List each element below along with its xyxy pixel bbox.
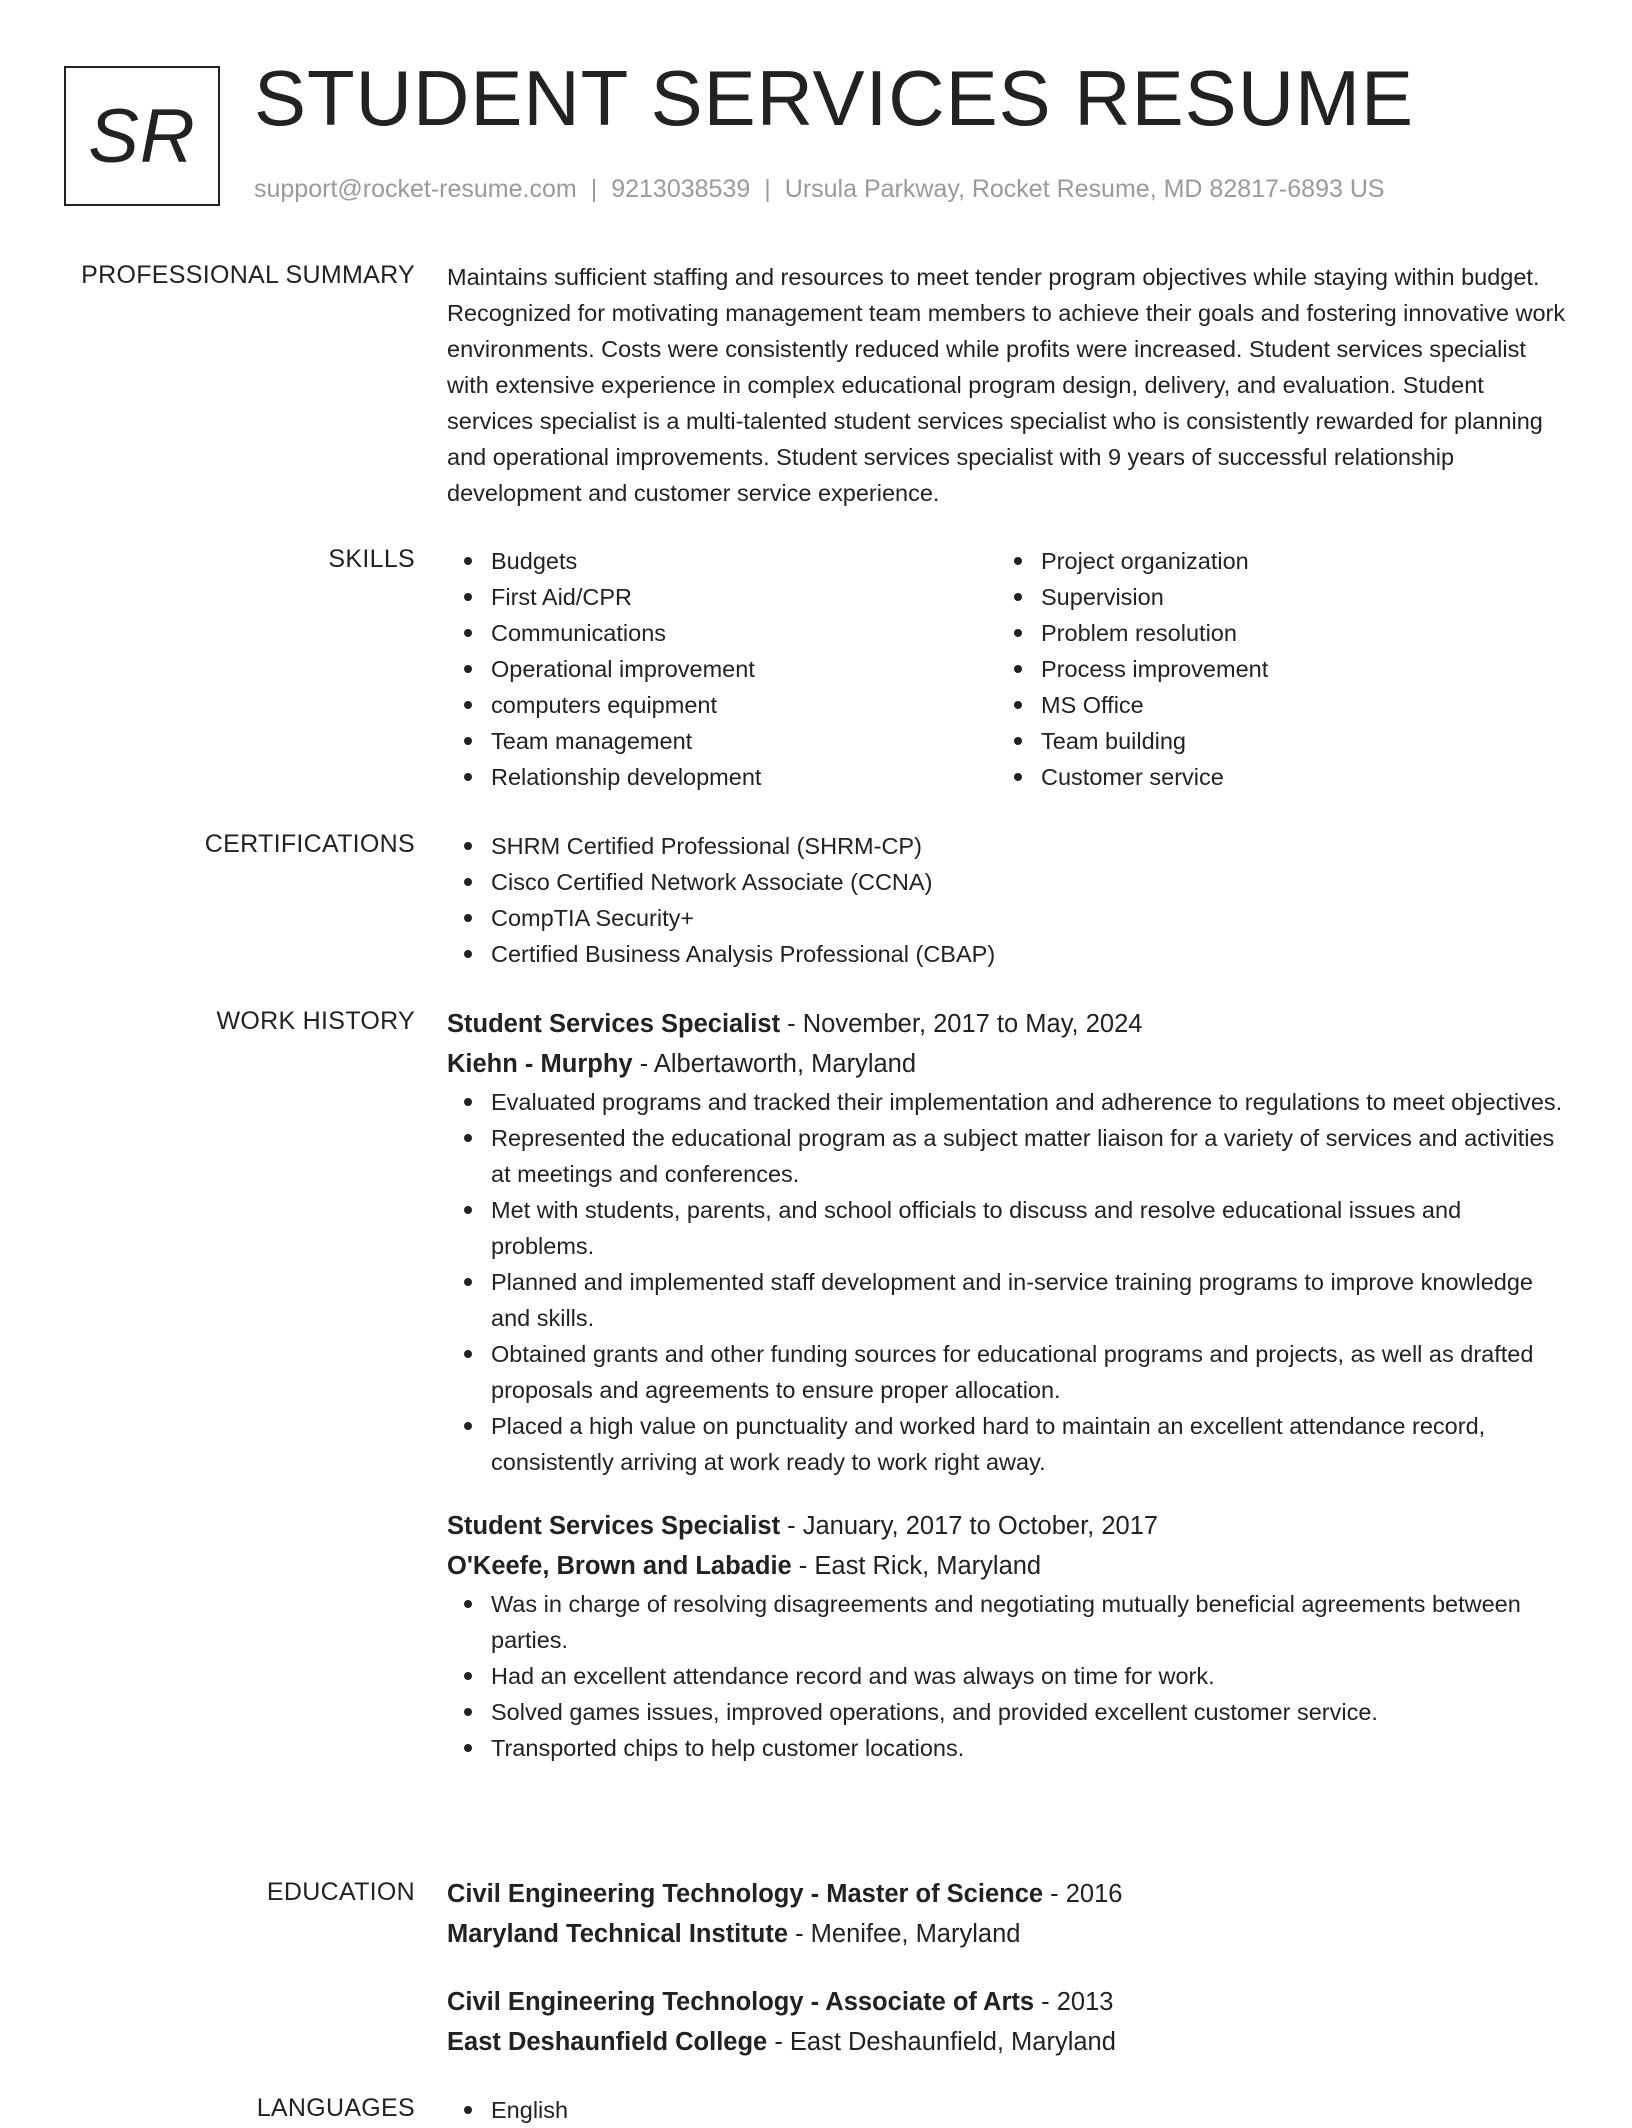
- education-school: Maryland Technical Institute: [447, 1920, 789, 1948]
- job-duty-item: Planned and implemented staff development and in-service training programs to improve knowledge and skills.: [447, 1264, 1567, 1336]
- job-duty-item: Placed a high value on punctuality and worked hard to maintain an excellent attendance record, consistently arriving at work ready to work right away.: [447, 1408, 1567, 1480]
- education-heading: EDUCATION: [266, 1878, 415, 1906]
- work-history-heading: WORK HISTORY: [216, 1007, 415, 1035]
- summary-section: [447, 259, 1567, 511]
- skills-heading: SKILLS: [328, 545, 415, 573]
- education-year: - 2016: [1043, 1880, 1123, 1908]
- summary-heading: PROFESSIONAL SUMMARY: [81, 261, 415, 289]
- certification-item: Cisco Certified Network Associate (CCNA): [447, 864, 1567, 900]
- education-entry: [447, 1982, 1567, 2062]
- certifications-section: [447, 828, 1567, 972]
- job-duty-item: Obtained grants and other funding sources for educational programs and projects, as well as drafted proposals and agreements to ensure proper allocation.: [447, 1336, 1567, 1408]
- education-degree-line: [447, 1982, 1567, 2022]
- certification-item: SHRM Certified Professional (SHRM-CP): [447, 828, 1567, 864]
- education-entry: [447, 1874, 1567, 1954]
- skill-item: Relationship development: [447, 759, 997, 795]
- education-school-line: [447, 1914, 1567, 1954]
- languages-section: [447, 2092, 1567, 2128]
- job-company: O'Keefe, Brown and Labadie: [447, 1552, 792, 1580]
- skill-item: Operational improvement: [447, 651, 997, 687]
- job-dates: - November, 2017 to May, 2024: [780, 1010, 1143, 1038]
- monogram-logo: SR: [64, 66, 220, 206]
- certification-item: Certified Business Analysis Professional (CBAP): [447, 936, 1567, 972]
- education-degree: Civil Engineering Technology - Master of Science: [447, 1880, 1044, 1908]
- contact-separator: |: [764, 175, 771, 203]
- contact-email: support@rocket-resume.com: [254, 175, 577, 203]
- skills-section: [447, 543, 1567, 795]
- job-title-line: [447, 1004, 1567, 1044]
- job-duty-item: Had an excellent attendance record and was always on time for work.: [447, 1658, 1567, 1694]
- job-dates: - January, 2017 to October, 2017: [780, 1512, 1159, 1540]
- job-title: Student Services Specialist: [447, 1010, 781, 1038]
- skill-item: Budgets: [447, 543, 997, 579]
- page-title: STUDENT SERVICES RESUME: [254, 54, 1415, 142]
- job-company-line: [447, 1546, 1567, 1586]
- certifications-heading: CERTIFICATIONS: [204, 830, 415, 858]
- job-entry: [447, 1004, 1567, 1480]
- skill-item: MS Office: [997, 687, 1547, 723]
- skill-item: Team building: [997, 723, 1547, 759]
- skill-item: Project organization: [997, 543, 1547, 579]
- skill-item: computers equipment: [447, 687, 997, 723]
- skill-item: Customer service: [997, 759, 1547, 795]
- job-duty-item: Met with students, parents, and school officials to discuss and resolve educational issues and problems.: [447, 1192, 1567, 1264]
- skill-item: First Aid/CPR: [447, 579, 997, 615]
- job-title: Student Services Specialist: [447, 1512, 781, 1540]
- job-duty-item: Transported chips to help customer locations.: [447, 1730, 1567, 1766]
- job-duties-list: [447, 1084, 1567, 1480]
- job-duties-list: [447, 1586, 1567, 1766]
- job-duty-item: Evaluated programs and tracked their implementation and adherence to regulations to meet objectives.: [447, 1084, 1567, 1120]
- education-location: - Menifee, Maryland: [788, 1920, 1021, 1948]
- job-location: - East Rick, Maryland: [791, 1552, 1042, 1580]
- work-history-section: [447, 1004, 1567, 1792]
- job-entry: [447, 1506, 1567, 1766]
- contact-line: [254, 175, 1385, 204]
- summary-text: Maintains sufficient staffing and resources to meet tender program objectives while staying within budget. Recognized for motivating management team members to achieve their goals and fostering innovative work environments. Costs were consistently reduced while profits were increased. Student services specialist with extensive experience in complex educational program design, delivery, and evaluation. Student services specialist is a multi-talented student services specialist who is consistently rewarded for planning and operational improvements. Student services specialist with 9 years of successful relationship development and customer service experience.: [447, 264, 1566, 506]
- skill-item: Communications: [447, 615, 997, 651]
- education-degree-line: [447, 1874, 1567, 1914]
- job-duty-item: Solved games issues, improved operations, and provided excellent customer service.: [447, 1694, 1567, 1730]
- job-location: - Albertaworth, Maryland: [632, 1050, 917, 1078]
- education-location: - East Deshaunfield, Maryland: [767, 2028, 1116, 2056]
- job-company-line: [447, 1044, 1567, 1084]
- skill-item: Supervision: [997, 579, 1547, 615]
- skill-item: Problem resolution: [997, 615, 1547, 651]
- certification-item: CompTIA Security+: [447, 900, 1567, 936]
- job-company: Kiehn - Murphy: [447, 1050, 633, 1078]
- certifications-list: [447, 828, 1567, 972]
- skill-item: Team management: [447, 723, 997, 759]
- languages-list: [447, 2092, 1567, 2128]
- skills-list-right: [997, 543, 1547, 795]
- languages-heading: LANGUAGES: [256, 2094, 415, 2122]
- education-degree: Civil Engineering Technology - Associate of Arts: [447, 1988, 1035, 2016]
- skills-grid: [447, 543, 1567, 795]
- education-school: East Deshaunfield College: [447, 2028, 768, 2056]
- job-title-line: [447, 1506, 1567, 1546]
- education-year: - 2013: [1034, 1988, 1114, 2016]
- skill-item: Process improvement: [997, 651, 1547, 687]
- language-item: English: [447, 2092, 1567, 2128]
- skills-list-left: [447, 543, 997, 795]
- job-duty-item: Was in charge of resolving disagreements and negotiating mutually beneficial agreements between parties.: [447, 1586, 1567, 1658]
- contact-separator: |: [590, 175, 598, 203]
- education-school-line: [447, 2022, 1567, 2062]
- job-duty-item: Represented the educational program as a subject matter liaison for a variety of services and activities at meetings and conferences.: [447, 1120, 1567, 1192]
- contact-phone: 9213038539: [611, 175, 751, 203]
- contact-address: Ursula Parkway, Rocket Resume, MD 82817-6893 US: [784, 175, 1385, 203]
- education-section: [447, 1874, 1567, 2090]
